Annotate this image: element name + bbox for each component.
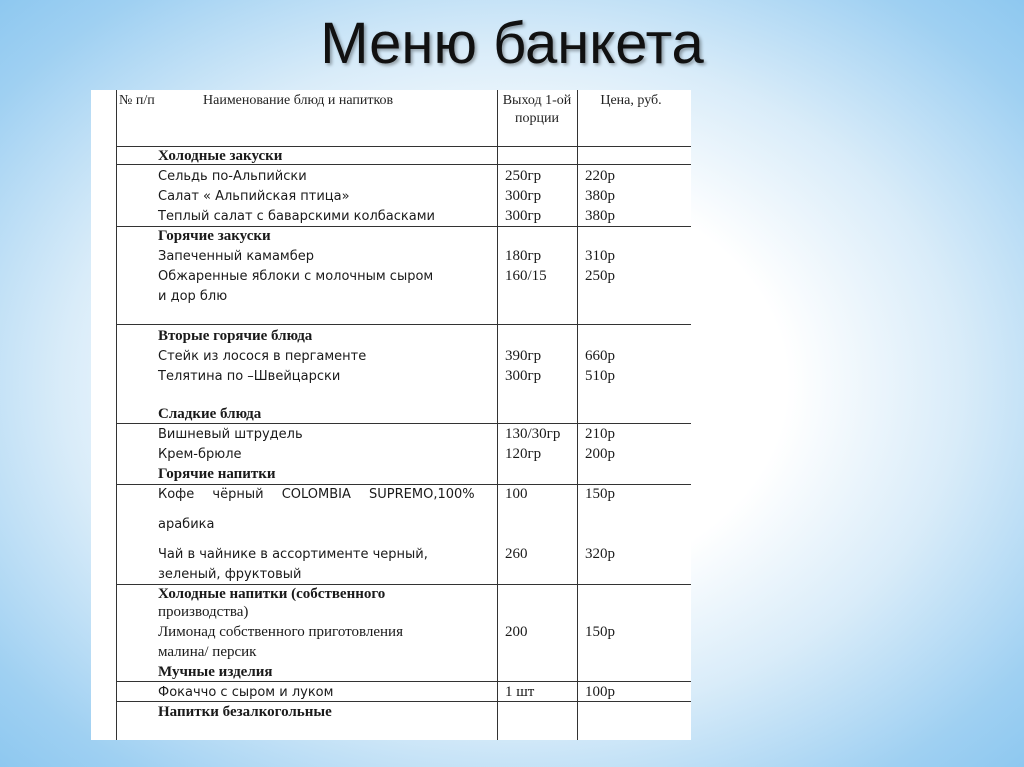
dish-name: Вишневый штрудель [158,427,303,442]
dish-name: Фокаччо с сыром и луком [158,685,334,700]
price: 380р [585,188,615,204]
price: 210р [585,426,615,442]
dish-name: Чай в чайнике в ассортименте черный, [158,547,428,562]
grid-line [116,146,691,147]
portion-yield: 300гр [505,368,542,384]
grid-line [116,484,691,485]
dish-name: Сельдь по-Альпийски [158,169,307,184]
portion-yield: 260 [505,546,528,562]
header-yield: Выход 1-ой порции [502,93,572,126]
section-heading: Сладкие блюда [158,406,262,422]
price: 220р [585,168,615,184]
portion-yield: 130/30гр [505,426,561,442]
dish-name: Кофе чёрный COLOMBIA SUPREMO,100% [158,487,475,502]
section-heading: Мучные изделия [158,664,273,680]
section-heading: Горячие напитки [158,466,276,482]
dish-name: производства) [158,604,249,620]
dish-name: зеленый, фруктовый [158,567,302,582]
dish-name: Лимонад собственного приготовления [158,624,403,640]
grid-line [116,681,691,682]
dish-name: и дор блю [158,289,228,304]
dish-name: Запеченный камамбер [158,249,314,264]
dish-name: Телятина по –Швейцарски [158,369,341,384]
header-price: Цена, руб. [600,93,662,108]
portion-yield: 390гр [505,348,542,364]
slide-title: Меню банкета [320,11,704,76]
section-heading: Холодные закуски [158,148,283,164]
portion-yield: 160/15 [505,268,547,284]
portion-yield: 120гр [505,446,542,462]
grid-line [497,90,498,740]
grid-line [116,324,691,325]
menu-table [91,90,691,740]
portion-yield: 200 [505,624,528,640]
header-num: № п/п [119,93,155,108]
grid-line [116,90,117,740]
section-heading: Напитки безалкогольные [158,704,332,720]
price: 150р [585,486,615,502]
dish-name: Обжаренные яблоки с молочным сыром [158,269,434,284]
dish-name: Салат « Альпийская птица» [158,189,350,204]
price: 250р [585,268,615,284]
dish-name: Теплый салат с баварскими колбасками [158,209,435,224]
dish-name: Стейк из лосося в пергаменте [158,349,367,364]
price: 200р [585,446,615,462]
dish-name: малина/ персик [158,644,257,660]
portion-yield: 250гр [505,168,542,184]
grid-line [116,701,691,702]
price: 320р [585,546,615,562]
price: 150р [585,624,615,640]
dish-name: арабика [158,517,215,532]
price: 310р [585,248,615,264]
price: 380р [585,208,615,224]
price: 660р [585,348,615,364]
portion-yield: 100 [505,486,528,502]
price: 510р [585,368,615,384]
section-heading: Холодные напитки (собственного [158,586,386,602]
grid-line [577,90,578,740]
header-name: Наименование блюд и напитков [203,93,394,108]
grid-line [116,423,691,424]
section-heading: Вторые горячие блюда [158,328,313,344]
price: 100р [585,684,615,700]
portion-yield: 180гр [505,248,542,264]
dish-name: Крем-брюле [158,447,242,462]
section-heading: Горячие закуски [158,228,271,244]
portion-yield: 300гр [505,208,542,224]
portion-yield: 300гр [505,188,542,204]
grid-line [116,226,691,227]
grid-line [116,584,691,585]
portion-yield: 1 шт [505,684,535,700]
